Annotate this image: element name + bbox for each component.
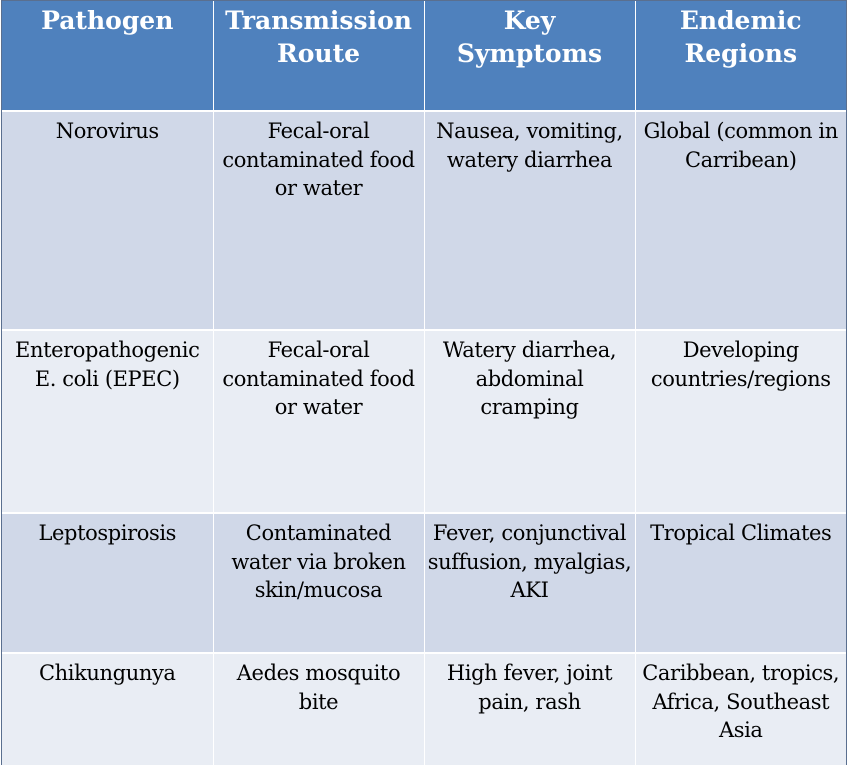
cell-pathogen: Norovirus <box>2 111 213 330</box>
cell-regions: Tropical Climates <box>635 513 846 653</box>
table-header <box>2 1 846 111</box>
header-transmission-route: Transmission Route <box>213 1 424 111</box>
table-row <box>2 330 846 513</box>
table-row <box>2 653 846 765</box>
cell-regions: Developing countries/regions <box>635 330 846 513</box>
cell-regions: Caribbean, tropics, Africa, Southeast Asia <box>635 653 846 765</box>
table-row <box>2 111 846 330</box>
pathogen-table <box>2 1 846 765</box>
cell-transmission: Fecal-oral contaminated food or water <box>213 330 424 513</box>
cell-transmission: Fecal-oral contaminated food or water <box>213 111 424 330</box>
cell-pathogen: Enteropathogenic E. coli (EPEC) <box>2 330 213 513</box>
cell-symptoms: Fever, conjunctival suffusion, myalgias, AKI <box>424 513 635 653</box>
cell-transmission: Contaminated water via broken skin/mucosa <box>213 513 424 653</box>
cell-pathogen: Chikungunya <box>2 653 213 765</box>
cell-pathogen: Leptospirosis <box>2 513 213 653</box>
header-endemic-regions: Endemic Regions <box>635 1 846 111</box>
cell-symptoms: High fever, joint pain, rash <box>424 653 635 765</box>
table-row <box>2 513 846 653</box>
table-body <box>2 111 846 765</box>
header-key-symptoms: Key Symptoms <box>424 1 635 111</box>
pathogen-table-container <box>1 0 847 765</box>
header-pathogen: Pathogen <box>2 1 213 111</box>
header-row <box>2 1 846 111</box>
cell-regions: Global (common in Carribean) <box>635 111 846 330</box>
cell-transmission: Aedes mosquito bite <box>213 653 424 765</box>
cell-symptoms: Watery diarrhea, abdominal cramping <box>424 330 635 513</box>
cell-symptoms: Nausea, vomiting, watery diarrhea <box>424 111 635 330</box>
